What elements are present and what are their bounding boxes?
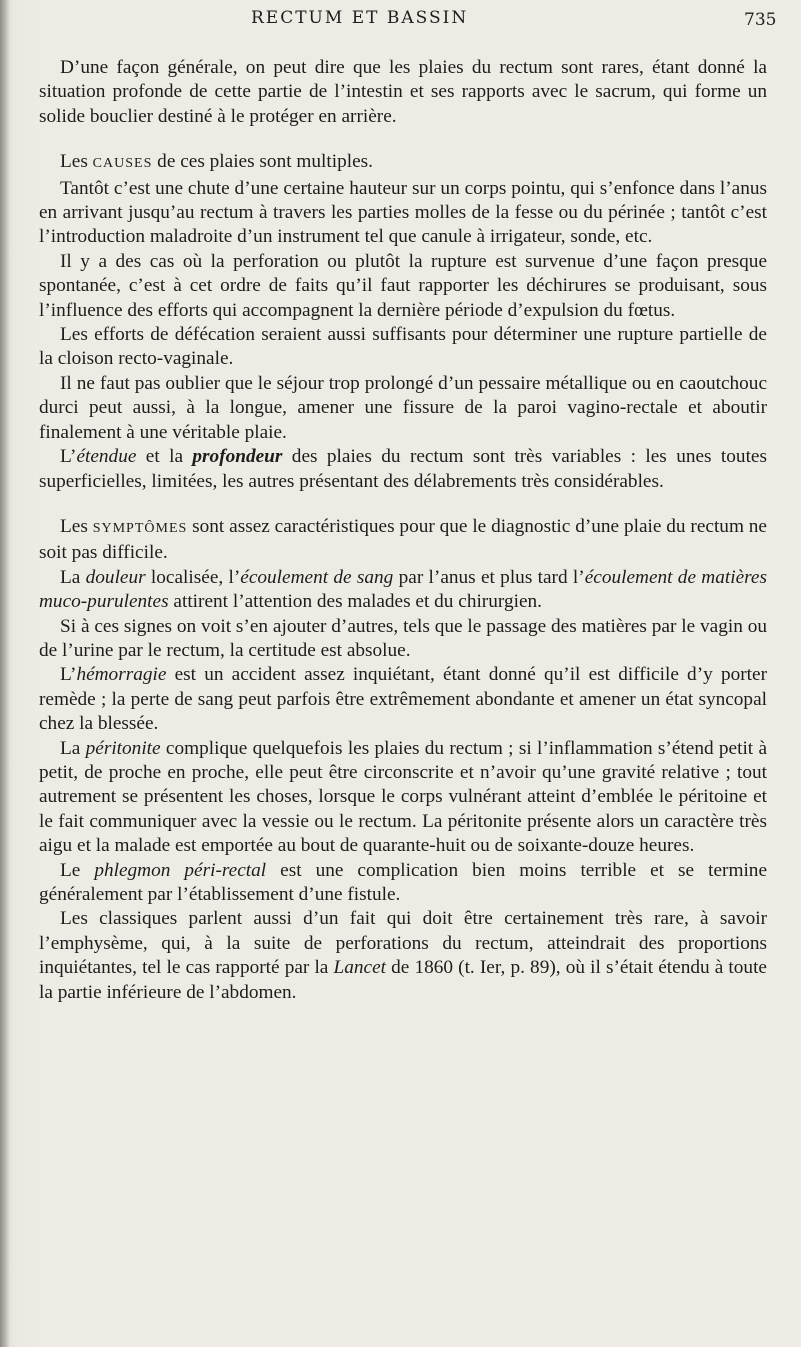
term-ecoulement-matieres: écoulement de matières muco-purulentes xyxy=(39,566,767,613)
paragraph: Les classiques parlent aussi d’un fait qui doit être certainement très rare, à savoir l’emphysème, qui, à la suite de perforations du rectum, atteindrait des proportions inquiétantes, tel le cas rapporté par la Lancet de 1860 (t. Ier, p. 89), où il s’était étendu à toute la partie inférieure de l’abdomen. xyxy=(39,908,767,1003)
term-phlegmon: phlegmon péri-rectal xyxy=(94,859,267,881)
term-douleur: douleur xyxy=(85,566,146,588)
running-head: RECTUM ET BASSIN xyxy=(251,8,469,28)
paragraph: Tantôt c’est une chute d’une certaine hauteur sur un corps pointu, qui s’enfonce dans l’anus en arrivant jusqu’au rectum à travers les parties molles de la fesse ou du périnée ; tantôt c’est l’introduction maladroite d’un instrument tel que canule à irrigateur, sonde, etc. xyxy=(39,177,767,248)
term-hemorragie: hémorragie xyxy=(76,664,167,686)
paragraph: L’hémorragie est un accident assez inquiétant, étant donné qu’il est difficile d’y porter remède ; la perte de sang peut parfois être extrêmement abondante et amener un état syncopal chez la blessée. xyxy=(39,664,767,735)
paragraph: La péritonite complique quelquefois les plaies du rectum ; si l’inflammation s’étend petit à petit, de proche en proche, elle peut être circonscrite et n’avoir qu’une gravité relative ; tout autrement se présentent les choses, lorsque le corps vulnérant atteint d’emblée le péritoine et le fait communiquer avec la vessie ou le rectum. La péritonite présente alors un caractère très aigu et la malade est emportée au bout de quarante-huit ou de soixante-douze heures. xyxy=(39,737,767,857)
page-header xyxy=(0,6,801,34)
term-profondeur: profondeur xyxy=(192,446,283,468)
paragraph: Les SYMPTÔMES sont assez caractéristiques pour que le diagnostic d’une plaie du rectum ne soit pas difficile. xyxy=(39,515,767,564)
paragraph: D’une façon générale, on peut dire que les plaies du rectum sont rares, étant donné la situation profonde de cette partie de l’intestin et ses rapports avec le sacrum, qui forme un solide bouclier destiné à le protéger en arrière. xyxy=(39,57,767,127)
section-keyword-symptomes: SYMPTÔMES xyxy=(92,520,188,536)
section-keyword-causes: CAUSES xyxy=(92,156,153,172)
paragraph: Les CAUSES de ces plaies sont multiples. xyxy=(60,151,373,173)
paragraph: La douleur localisée, l’écoulement de sang par l’anus et plus tard l’écoulement de matières muco-purulentes attirent l’attention des malades et du chirurgien. xyxy=(39,566,767,613)
paragraph: Il y a des cas où la perforation ou plutôt la rupture est survenue d’une façon presque spontanée, c’est à cet ordre de faits qu’il faut rapporter les déchirures se produisant, sous l’influence des efforts qui accompagnent la dernière période d’expulsion du fœtus. xyxy=(39,250,767,321)
page-number: 735 xyxy=(744,10,777,30)
paragraph: L’étendue et la profondeur des plaies du rectum sont très variables : les unes toutes superficielles, limitées, les autres présentant des délabrements très considérables. xyxy=(39,446,767,492)
paragraph: Il ne faut pas oublier que le séjour trop prolongé d’un pessaire métallique ou en caoutchouc durci peut aussi, à la longue, amener une fissure de la paroi vagino-rectale et aboutir finalement à une véritable plaie. xyxy=(39,372,767,443)
gutter-shadow xyxy=(0,0,10,1347)
paragraph: Les efforts de défécation seraient aussi suffisants pour déterminer une rupture partielle de la cloison recto-vaginale. xyxy=(39,324,767,370)
paragraph: Le phlegmon péri-rectal est une complication bien moins terrible et se termine généralement par l’établissement d’une fistule. xyxy=(39,859,767,905)
term-peritonite: péritonite xyxy=(85,737,161,759)
paragraph: Si à ces signes on voit s’en ajouter d’autres, tels que le passage des matières par le vagin ou de l’urine par le rectum, la certitude est absolue. xyxy=(39,615,767,661)
body-text xyxy=(39,56,767,1005)
term-etendue: étendue xyxy=(76,446,137,468)
term-ecoulement-sang: écoulement de sang xyxy=(240,566,394,588)
journal-title-lancet: Lancet xyxy=(333,957,386,979)
